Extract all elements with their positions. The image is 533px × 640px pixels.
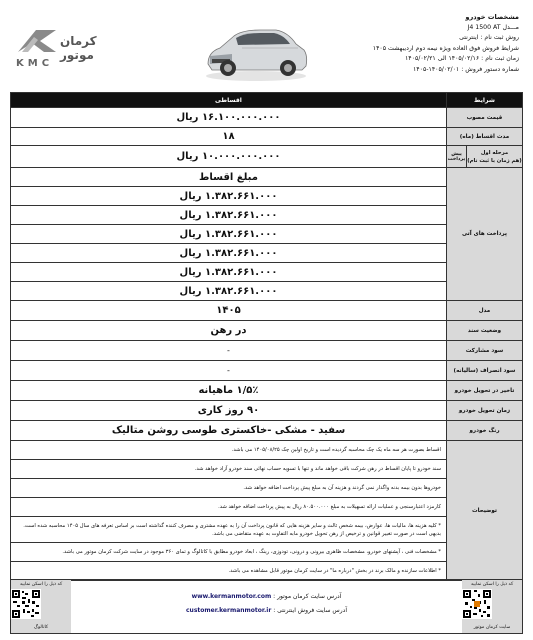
catalog-qr-panel	[11, 580, 71, 633]
duration-value: ۱۸	[11, 128, 447, 146]
delivery-time-label: زمان تحویل خودرو	[446, 401, 522, 421]
footer	[10, 579, 523, 634]
participation-profit-label: سود مشارکت	[446, 341, 522, 361]
customer-site-link[interactable]: customer.kermanmotor.ir	[186, 607, 272, 614]
note-item: سند خودرو تا پایان اقساط در رهن شرکت باقی خواهد ماند و تنها با تسویه حساب نهائی سند خودرو آزاد خواهد شد.	[11, 460, 447, 479]
note-item: اقساط بصورت هر سه ماه یک چک محاسبه گردیده است و تاریخ اولین چک ۱۴۰۵/۰۸/۲۵ می باشد.	[11, 441, 447, 460]
header	[10, 6, 523, 90]
site-qr-caption: کد ذیل را اسکن نمایید	[470, 582, 514, 587]
first-stage-title: مرحله اول	[480, 149, 509, 156]
installment-value: ۱.۳۸۲.۶۶۱.۰۰۰ ریال	[11, 282, 447, 301]
qr-code-icon[interactable]	[462, 589, 492, 619]
annual-return-value: -	[11, 361, 447, 381]
site-qr-panel	[462, 580, 522, 633]
customer-site-line	[75, 604, 458, 618]
price-label: قیمت مصوب	[446, 108, 522, 128]
model-year-value: ۱۴۰۵	[11, 301, 447, 321]
vehicle-spec-title: مشخصات خودرو	[465, 13, 519, 21]
price-value: ۱۶.۱۰۰.۰۰۰.۰۰۰ ریال	[11, 108, 447, 128]
conditions-header: شرایط	[446, 93, 522, 108]
note-item: خودروها بدون بیمه بدنه واگذار نمی گردند و هزینه آن به مبلغ پیش پرداخت اضافه خواهد شد.	[11, 479, 447, 498]
color-value: سفید - مشکی -خاکستری طوسی روشن متالیک	[11, 421, 447, 441]
car-image	[202, 12, 310, 84]
vehicle-model: مـــدل J4 1500 AT	[467, 23, 519, 31]
first-stage-note: (هم زمان با ثبت نام)	[467, 157, 522, 164]
delay-penalty-label: تاخیر در تحویل خودرو	[446, 381, 522, 401]
registration-method: روش ثبت نام : اینترنتی	[459, 34, 519, 42]
registration-period: زمان ثبت نام : ۱۴۰۵/۰۲/۱۶ الی ۱۴۰۵/۰۲/۲۱	[404, 55, 519, 63]
brand-name-en: KMC	[16, 58, 54, 69]
vehicle-info	[319, 12, 519, 76]
installment-value: ۱.۳۸۲.۶۶۱.۰۰۰ ریال	[11, 187, 447, 206]
conditions-table	[10, 92, 523, 581]
first-stage-value: ۱۰.۰۰۰.۰۰۰.۰۰۰ ریال	[11, 146, 447, 168]
site-qr-label: سایت کرمان موتور	[473, 625, 511, 630]
installment-amount-header: مبلغ اقساط	[11, 168, 447, 187]
kmc-logo-icon	[16, 28, 58, 54]
brand-logo	[16, 28, 128, 74]
notes-label: توضیحات	[446, 441, 522, 581]
catalog-qr-label: کاتالوگ	[33, 625, 49, 630]
installment-header: اقساطی	[11, 93, 447, 108]
participation-profit-value: -	[11, 341, 447, 361]
future-payments-label: پرداخت های آتی	[446, 168, 522, 301]
price-list-page	[10, 6, 523, 634]
delivery-time-value: ۹۰ روز کاری	[11, 401, 447, 421]
note-item: * کلیه هزینه ها، مالیات ها، عوارض، بیمه شخص ثالث و سایر هزینه هایی که قانون پرداخت آن را به عهده مشتری و مصرف کننده گذاشته است بر اساس تعرفه های سال ۱۴۰۵ محاسبه شده است. بدیهی است در صورت تغییر قوانین و ترخیص از رهن تحویل خودرو مابه التفاوت به عهده متقاضی می باشد.	[11, 517, 447, 543]
installment-value: ۱.۳۸۲.۶۶۱.۰۰۰ ریال	[11, 206, 447, 225]
installment-value: ۱.۳۸۲.۶۶۱.۰۰۰ ریال	[11, 225, 447, 244]
delay-penalty-value: ۱/۵٪ ماهیانه	[11, 381, 447, 401]
catalog-qr-caption: کد ذیل را اسکن نمایید	[19, 582, 63, 587]
note-item: کارمزد اعتبارسنجی و عملیات ارائه تسهیلات به مبلغ ۸۰.۵۰۰.۰۰۰ ریال به پیش پرداخت اضافه خواهد شد.	[11, 498, 447, 517]
document-status-label: وضعیت سند	[446, 321, 522, 341]
note-item: * مشخصات فنی ، آپشنهای خودرو، مشخصات ظاهری بیرونی و درونی، تودوزی، رینگ ، ابعاد خودرو مطابق با کاتالوگ و تمای ۳۶۰ موجود در سایت شرکت کرمان موتور می باشد.	[11, 543, 447, 562]
installment-value: ۱.۳۸۲.۶۶۱.۰۰۰ ریال	[11, 244, 447, 263]
prepayment-label: پیش پرداخت	[446, 146, 466, 168]
sale-circular-number: شماره دستور فروش : ۱۴۰۵/۰۲/۰۱-۱۴۰۵	[412, 65, 519, 73]
duration-label: مدت اقساط (ماه)	[446, 128, 522, 146]
website-label: آدرس سایت کرمان موتور :	[273, 593, 342, 600]
installment-value: ۱.۳۸۲.۶۶۱.۰۰۰ ریال	[11, 263, 447, 282]
website-link[interactable]: www.kermanmotor.com	[191, 593, 272, 600]
customer-site-label: آدرس سایت فروش اینترنتی :	[273, 607, 347, 614]
sale-conditions: شرایط فروش فوق العاده ویژه نیمه دوم اردیبهشت ۱۴۰۵	[372, 44, 519, 52]
annual-return-label: سود انصراف (سالیانه)	[446, 361, 522, 381]
brand-name: کرمان موتور	[60, 34, 97, 62]
qr-code-icon[interactable]	[11, 589, 41, 619]
footer-links	[75, 590, 458, 618]
document-status-value: در رهن	[11, 321, 447, 341]
first-stage-label	[467, 146, 523, 168]
website-line	[75, 590, 458, 604]
model-year-label: مدل	[446, 301, 522, 321]
note-item: * اطلاعات سازنده و مالک برند در بخش "درباره ما" در سایت کرمان موتور قابل مشاهده می باشد.	[11, 562, 447, 581]
color-label: رنگ خودرو	[446, 421, 522, 441]
